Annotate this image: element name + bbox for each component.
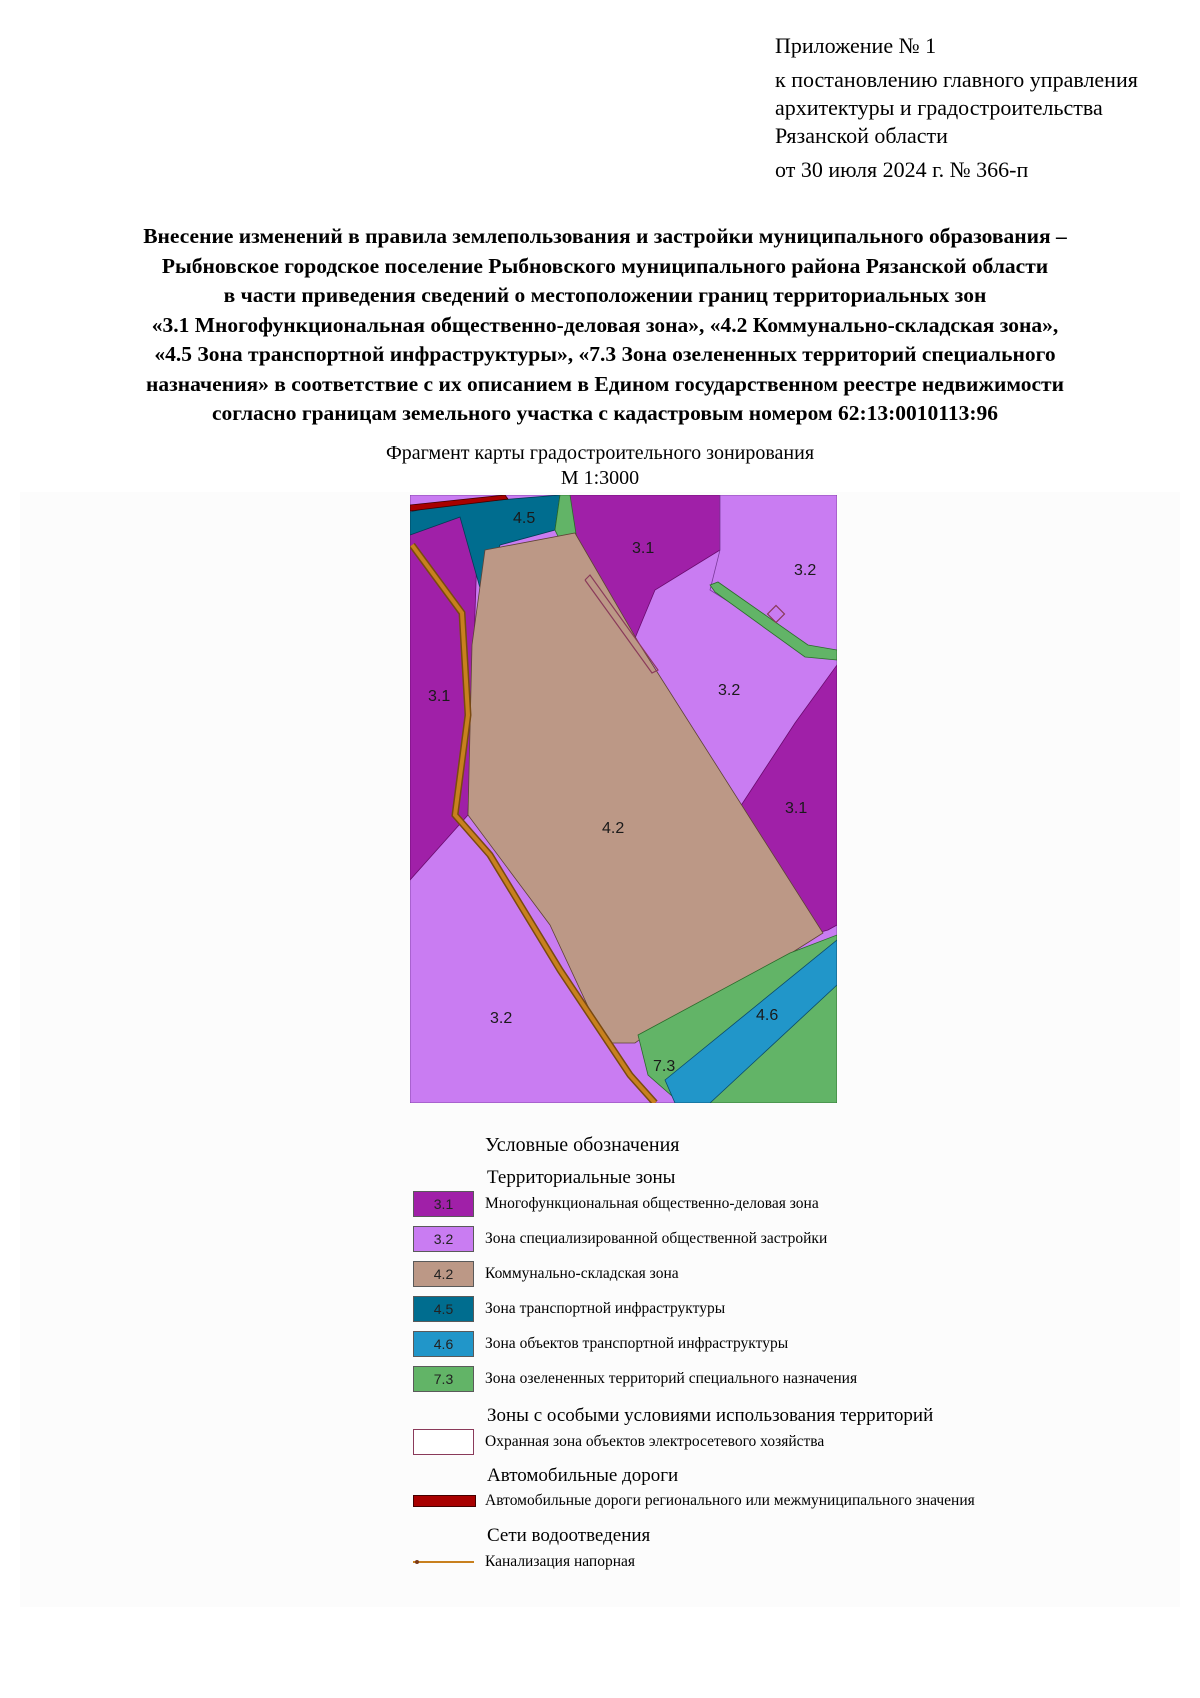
legend-row-text: Канализация напорная [485,1553,636,1570]
label-4-5: 4.5 [513,510,536,527]
legend-roads-heading: Автомобильные дороги [487,1465,679,1486]
legend-row-zone [413,1366,1113,1396]
legend-row-text: Зона специализированной общественной застройки [485,1230,828,1247]
legend-row-sewer [413,1554,1113,1584]
legend-sewer-heading: Сети водоотведения [487,1525,651,1546]
legend-title: Условные обозначения [485,1134,680,1156]
title-line: согласно границам земельного участка с кадастровым номером 62:13:0010113:96 [211,401,999,425]
legend-row-roads [413,1493,1113,1523]
legend-row-protection-zone [413,1429,1113,1459]
zone-swatch: 4.6 [413,1331,474,1357]
label-3-2-mid: 3.2 [718,682,741,699]
legend-row-zone [413,1331,1113,1361]
legend-special-heading: Зоны с особыми условиями использования территорий [487,1405,934,1426]
label-3-2-bottom: 3.2 [490,1010,513,1027]
legend-row-text: Коммунально-складская зона [485,1265,679,1282]
label-3-1-right: 3.1 [785,800,808,817]
legend-row-zone [413,1191,1113,1221]
legend-territorial-heading: Территориальные зоны [487,1167,676,1188]
title-line: в части приведения сведений о местоположении границ территориальных зон [223,283,987,307]
appendix-date: от 30 июля 2024 г. № 366-п [775,157,1029,182]
legend-row-zone [413,1226,1113,1256]
appendix-line: к постановлению главного управления [775,67,1138,92]
map-scale: М 1:3000 [560,467,640,489]
label-4-2: 4.2 [602,820,625,837]
map-caption: Фрагмент карты градостроительного зонирования [385,442,815,464]
title-line: Рыбновское городское поселение Рыбновского муниципального района Рязанской области [161,253,1049,278]
zoning-map [410,495,837,1103]
appendix-line: архитектуры и градостроительства [775,95,1103,120]
appendix-block [775,32,1195,184]
road-swatch [413,1495,476,1507]
title-line: Внесение изменений в правила землепользования и застройки муниципального образования – [143,224,1067,248]
label-3-1-left: 3.1 [428,688,451,705]
document-title [40,222,1170,429]
legend-row-text: Зона транспортной инфраструктуры [485,1300,726,1317]
zone-swatch: 3.1 [413,1191,474,1217]
appendix-line: Рязанской области [775,123,948,148]
protection-zone-swatch [413,1429,474,1455]
legend-row-zone [413,1296,1113,1326]
sewer-swatch [413,1558,474,1566]
legend-row-text: Зона объектов транспортной инфраструктуры [485,1335,789,1352]
legend-row-text: Охранная зона объектов электросетевого хозяйства [485,1433,825,1450]
legend-row-zone [413,1261,1113,1291]
legend-row-text: Многофункциональная общественно-деловая зона [485,1195,819,1212]
title-line: «4.5 Зона транспортной инфраструктуры», «7.3 Зона озелененных территорий специального [154,342,1056,366]
label-3-1-top: 3.1 [632,540,655,557]
zone-swatch: 4.2 [413,1261,474,1287]
title-line: назначения» в соответствие с их описанием в Едином государственном реестре недвижимости [145,371,1064,396]
label-3-2-top: 3.2 [794,562,817,579]
label-7-3: 7.3 [653,1058,676,1075]
appendix-number: Приложение № 1 [775,33,937,58]
label-4-6: 4.6 [756,1007,779,1024]
legend-row-text: Зона озелененных территорий специального назначения [485,1370,858,1387]
zone-swatch: 4.5 [413,1296,474,1322]
legend-row-text: Автомобильные дороги регионального или межмуниципального значения [485,1492,975,1509]
title-line: «3.1 Многофункциональная общественно-деловая зона», «4.2 Коммунально-складская зона», [151,312,1059,337]
zone-swatch: 3.2 [413,1226,474,1252]
zone-swatch: 7.3 [413,1366,474,1392]
